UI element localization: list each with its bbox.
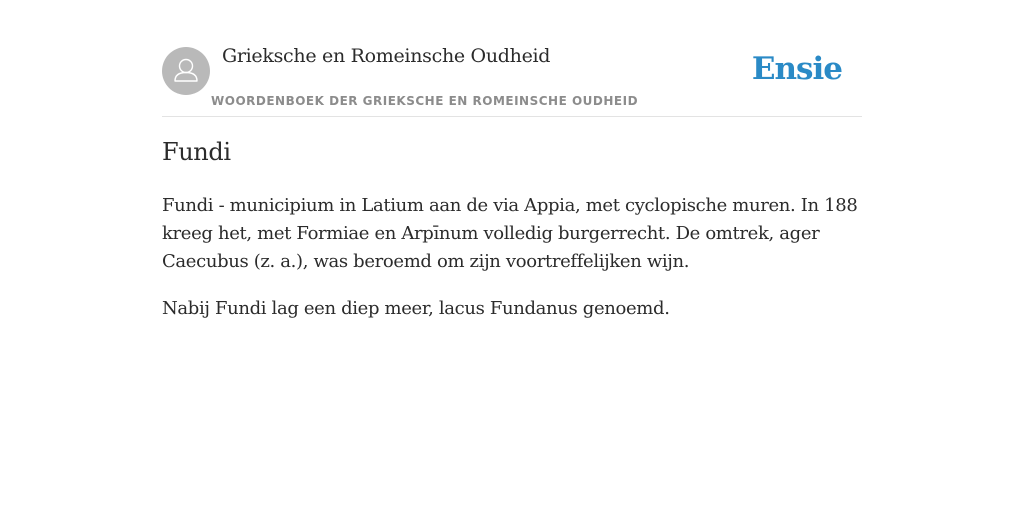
article-paragraph: Fundi - municipium in Latium aan de via Appia, met cyclopische muren. In 188 kreeg het, met Formiae en Arpīnum volledig burgerrecht. De omtrek, ager Caecubus (z. a.), was beroemd om zijn voortreffelijken wijn. [162,195,858,272]
user-icon [162,47,210,95]
source-header [162,42,862,117]
source-avatar[interactable] [162,47,210,95]
article-title: Fundi [162,138,231,166]
source-subtitle[interactable]: WOORDENBOEK DER GRIEKSCHE EN ROMEINSCHE OUDHEID [211,94,639,108]
brand-logo[interactable]: Ensie [751,51,842,87]
source-title[interactable]: Grieksche en Romeinsche Oudheid [222,45,551,67]
article-body [162,192,862,342]
article-paragraph: Nabij Fundi lag een diep meer, lacus Fundanus genoemd. [162,298,670,319]
